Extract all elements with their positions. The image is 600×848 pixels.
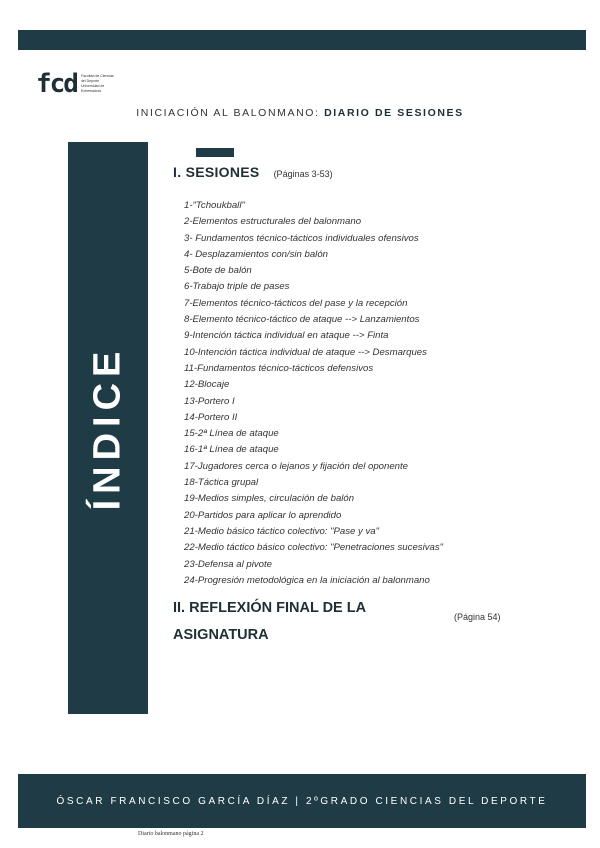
page-footer-label: Diario balonmano página 2: [138, 831, 204, 837]
subtitle-prefix: INICIACIÓN AL BALONMANO:: [136, 107, 320, 119]
session-item: 21-Medio básico táctico colectivo: "Pase y va": [184, 525, 380, 537]
session-item: 16-1ª Línea de ataque: [184, 444, 279, 456]
section-reflection-pages: (Página 54): [454, 612, 501, 622]
session-item: 11-Fundamentos técnico-tácticos defensivos: [184, 362, 374, 374]
section-reflection-title: II. REFLEXIÓN FINAL DE LA ASIGNATURA: [173, 600, 366, 643]
session-item: 19-Medios simples, circulación de balón: [184, 493, 355, 505]
index-side-panel: [68, 142, 148, 714]
session-item: 9-Intención táctica individual en ataque --> Finta: [184, 330, 389, 342]
session-item: 13-Portero I: [184, 395, 235, 407]
section-sessions-pages: (Páginas 3-53): [273, 169, 333, 179]
session-item: 10-Intención táctica individual de ataque --> Desmarques: [184, 346, 427, 358]
session-item: 24-Progresión metodológica en la iniciación al balonmano: [184, 574, 430, 586]
logo-text: Facultad de Ciencias del Deporte Universidad de Extremadura: [80, 74, 114, 93]
footer-author: ÓSCAR FRANCISCO GARCÍA DÍAZ | 2ºGRADO CIENCIAS DEL DEPORTE: [56, 795, 548, 807]
document-subtitle: [0, 107, 600, 119]
logo-mark: fcd: [36, 69, 77, 99]
session-item: 2-Elementos estructurales del balonmano: [184, 216, 362, 228]
session-item: 15-2ª Línea de ataque: [184, 428, 279, 440]
session-item: 7-Elementos técnico-tácticos del pase y la recepción: [184, 297, 408, 309]
section-sessions-title: I. SESIONES: [173, 164, 260, 180]
subtitle-bold: DIARIO DE SESIONES: [324, 107, 464, 119]
session-item: 5-Bote de balón: [184, 265, 252, 277]
logo: [36, 70, 115, 98]
session-item: 8-Elemento técnico-táctico de ataque --> Lanzamientos: [184, 314, 420, 326]
session-item: 18-Táctica grupal: [184, 477, 259, 489]
session-item: 22-Medio táctico básico colectivo: "Penetraciones sucesivas": [184, 542, 444, 554]
top-bar: [18, 30, 586, 50]
index-title: ÍNDICE: [86, 345, 129, 511]
session-item: 12-Blocaje: [184, 379, 230, 391]
session-item: 3- Fundamentos técnico-tácticos individuales ofensivos: [184, 232, 419, 244]
session-item: 1-"Tchoukball": [184, 200, 245, 211]
session-item: 17-Jugadores cerca o lejanos y fijación del oponente: [184, 460, 409, 472]
session-list: [184, 198, 443, 589]
accent-bar: [196, 148, 234, 157]
session-item: 6-Trabajo triple de pases: [184, 281, 290, 293]
session-item: 4- Desplazamientos con/sin balón: [184, 248, 328, 260]
session-item: 14-Portero II: [184, 411, 238, 423]
session-item: 23-Defensa al pivote: [184, 558, 272, 570]
session-item: 20-Partidos para aplicar lo aprendido: [184, 509, 342, 521]
footer-bar: [18, 774, 586, 828]
section-sessions-heading: [173, 164, 333, 180]
